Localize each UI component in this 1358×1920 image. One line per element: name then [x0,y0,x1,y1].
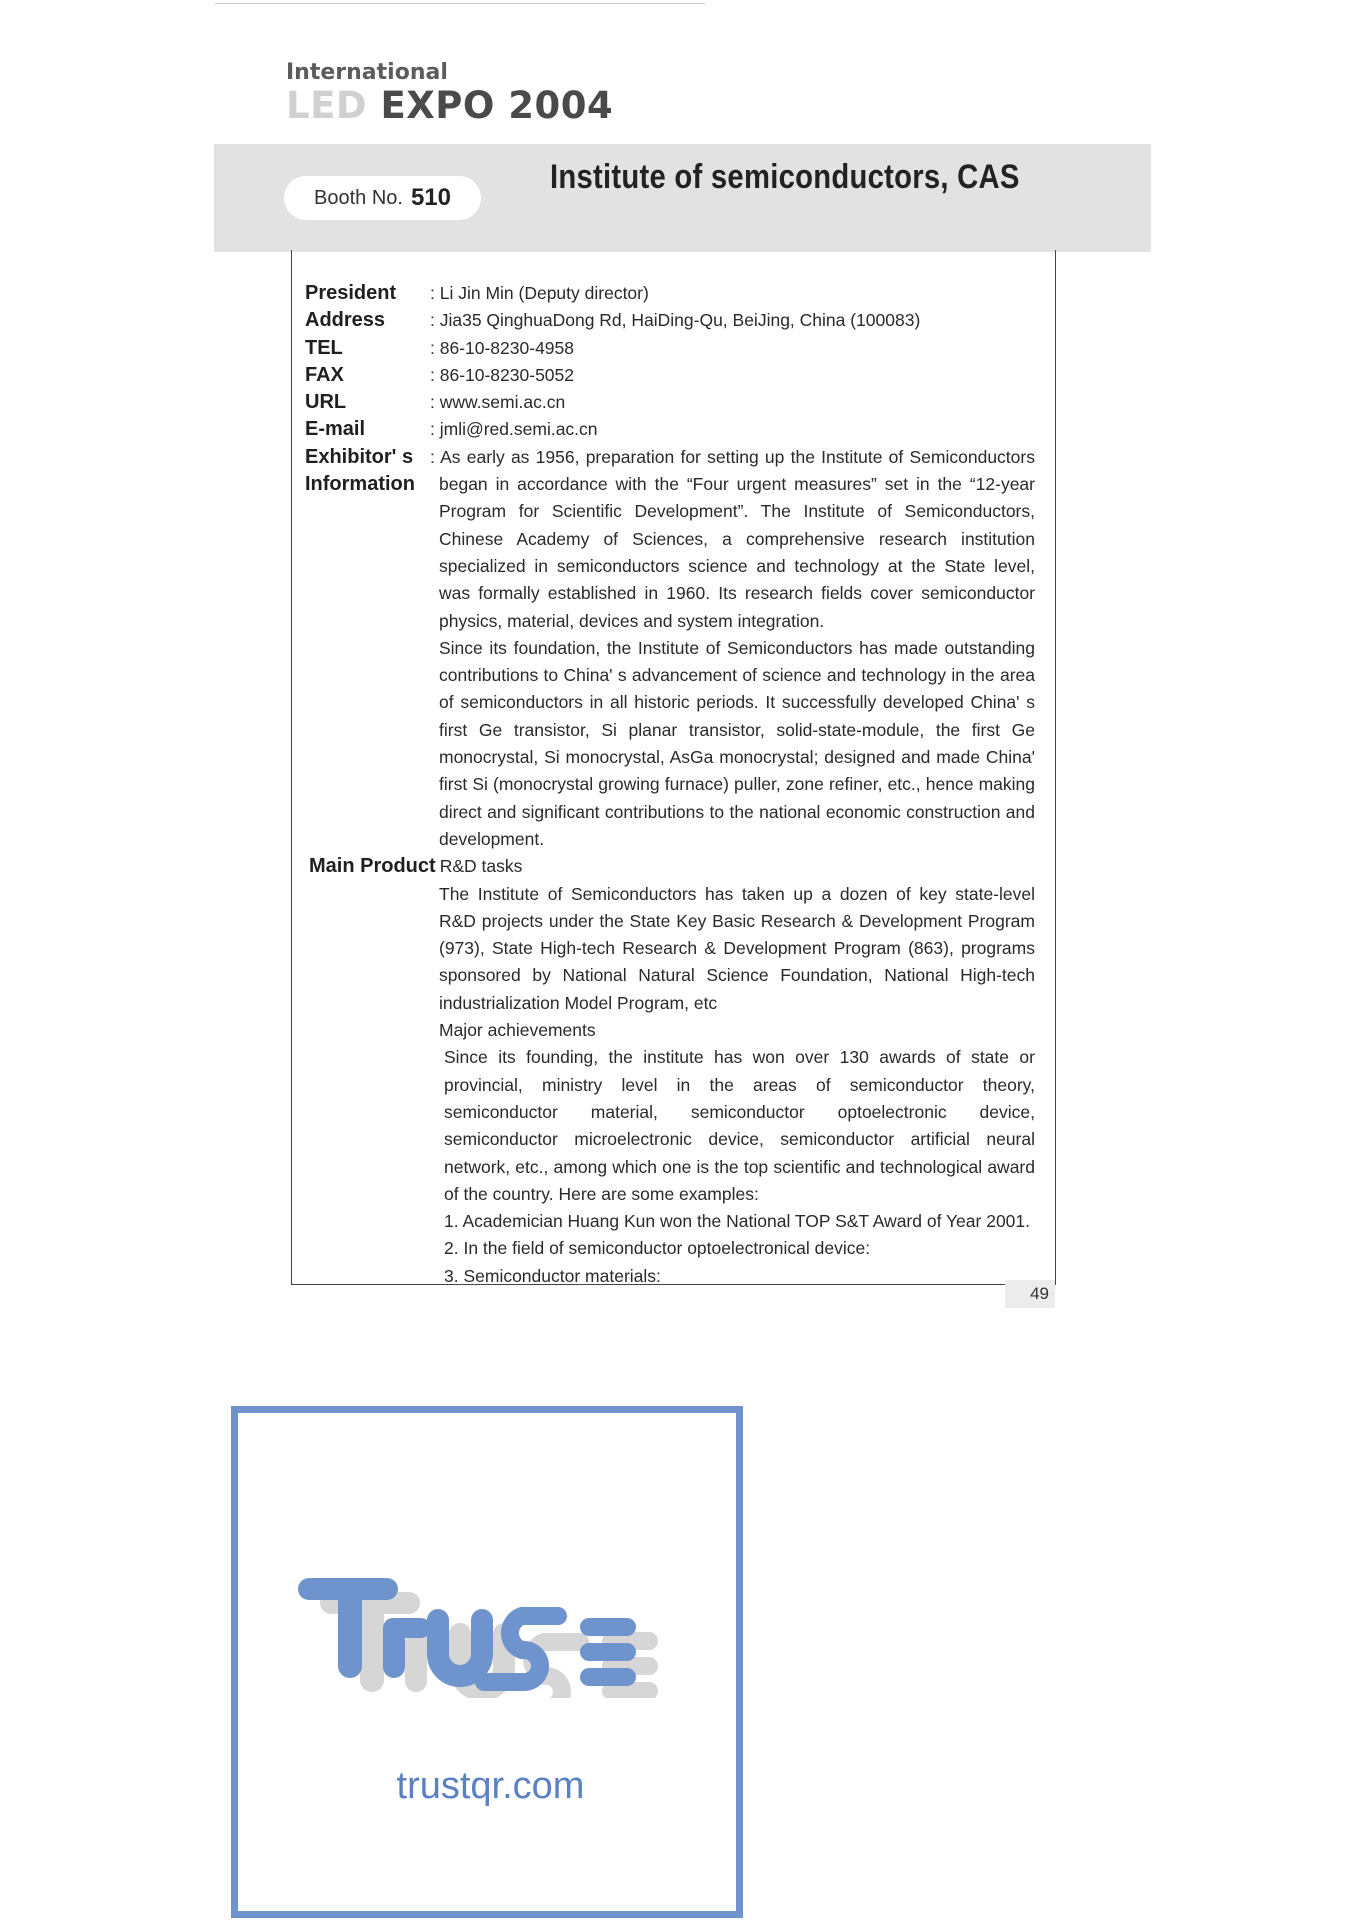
trust-logo [288,1548,668,1698]
field-label: TEL [305,336,343,359]
field-address [305,307,1035,334]
expo-logo [286,60,613,126]
field-label: Address [305,309,386,332]
field-label: Main Product [309,855,436,878]
field-value: : Li Jin Min (Deputy director) [430,283,649,303]
field-label: E-mail [305,418,366,441]
expo-led-text: LED [286,84,368,127]
field-label [305,444,415,499]
expo-line-international: International [286,60,448,85]
top-rule [215,3,705,4]
field-tel [305,335,1035,362]
watermark-url: trustqr.com [396,1765,585,1807]
field-label: URL [305,391,347,414]
page-number: 49 [1005,1280,1055,1308]
expo-year-text: EXPO 2004 [380,84,614,127]
field-email [305,416,1035,443]
main-product-paragraph: Since its founding, the institute has won over 130 awards of state or provincial, ministry level in the areas of semiconductor theory, semiconductor material, semiconductor optoelectronic device, semiconductor microelectronic device, semiconductor artificial neural network, etc., among which one is the top scientific and technological award of the country. Here are some examples: [444,1047,1035,1204]
field-url [305,389,1035,416]
main-product-first-line: : R&D tasks [430,856,523,877]
header-band [214,144,1151,252]
field-label: FAX [305,363,344,386]
field-fax [305,362,1035,389]
list-item: 1. Academician Huang Kun won the National TOP S&T Award of Year 2001. [444,1211,1031,1232]
main-product-paragraph: The Institute of Semiconductors has taken up a dozen of key state-level R&D projects under the State Key Basic Research & Development Program (973), State High-tech Research & Development Program (863), programs sponsored by National Natural Science Foundation, National High-tech industrialization Model Program, etc [439,883,1035,1013]
main-product-subheading: Major achievements [439,1020,596,1041]
field-value: : 86-10-8230-4958 [430,337,574,358]
field-value: : 86-10-8230-5052 [430,364,574,385]
field-value: : www.semi.ac.cn [430,392,566,413]
exhibitor-label-line2: Information [305,473,415,496]
list-item: 3. Semiconductor materials: [444,1265,661,1286]
booth-label: Booth No. [314,186,403,209]
exhibitor-paragraph: Since its foundation, the Institute of Semiconductors has made outstanding contributions to China' s advancement of science and technology in the area of semiconductors in all historic periods. It successfully developed China' s first Ge transistor, Si planar transistor, solid-state-module, the first Ge monocrystal, Si monocrystal, AsGa monocrystal; designed and made China' first Si (monocrystal growing furnace) puller, zone refiner, etc., hence making direct and significant contributions to the national economic construction and development. [439,637,1035,849]
booth-badge [284,176,481,220]
exhibitor-label-line1: Exhibitor' s [305,445,414,468]
field-exhibitor-information [305,444,1035,853]
booth-number: 510 [410,184,451,211]
field-value: : jmli@red.semi.ac.cn [430,419,598,440]
exhibitor-paragraph: : As early as 1956, preparation for setting up the Institute of Semiconductors began in accordance with the “Four urgent measures” set in the “12-year Program for Scientific Development”. The Institute of Semiconductors, Chinese Academy of Sciences, a comprehensive research institution specialized in semiconductors science and technology at the State level, was formally established in 1960. Its research fields cover semiconductor physics, material, devices and system integration. [430,446,1035,631]
list-item: 2. In the field of semiconductor optoelectronical device: [444,1238,871,1259]
exhibitor-details [305,280,1035,1290]
expo-line-title [286,86,613,126]
field-main-product [305,853,1035,1290]
field-value: : Jia35 QinghuaDong Rd, HaiDing-Qu, BeiJing, China (100083) [430,310,921,331]
field-president [305,280,1035,307]
company-title: Institute of semiconductors, CAS [550,158,1020,196]
field-label: President [305,282,397,304]
watermark-box [231,1406,743,1918]
